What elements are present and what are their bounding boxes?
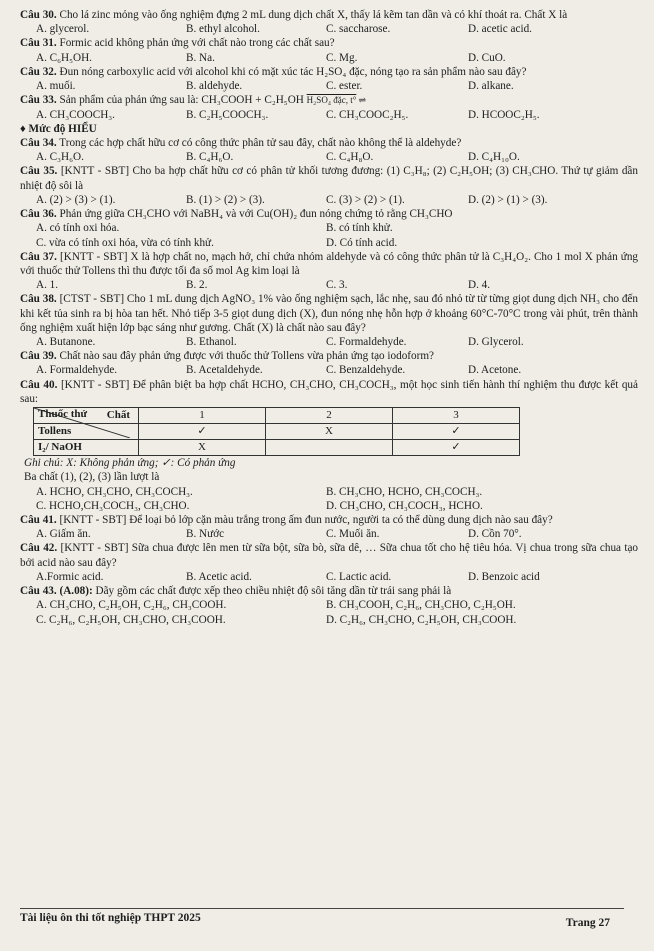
options-31 — [36, 51, 638, 65]
question-text: Sản phẩm của phản ứng sau là: CH₃COOH + C₂H₅OH — [59, 94, 304, 107]
question-number: Câu 40. — [20, 378, 58, 391]
corner-label-bottom: Thuốc thử — [38, 408, 88, 421]
question-36 — [20, 207, 638, 221]
table-cell: ✓ — [393, 440, 520, 456]
table-note: Ghi chú: X: Không phản ứng; ✓: Có phản ứng — [24, 457, 236, 470]
option-d: D. acetic acid. — [468, 23, 532, 36]
question-number: Câu 36. — [20, 208, 57, 221]
option-d: D. alkane. — [468, 80, 514, 93]
table-cell: X — [266, 424, 393, 440]
options-32 — [36, 79, 638, 93]
question-32 — [20, 65, 638, 79]
column-header: 2 — [266, 408, 393, 424]
question-text: [KNTT - SBT] X là hợp chất no, mạch hở, chỉ chứa nhóm aldehyde và có công thức phân tử là C₃H₄O₂. Cho 1 mol X phản ứng với thuốc thử Tollens thì thu được tối đa số mol Ag kim loại là — [20, 250, 639, 277]
option-b: B. CH₃COOH, C₂H₆, CH₃CHO, C₂H₅OH. — [326, 599, 516, 612]
reaction-arrow: H₂SO₄ đặc, t° ⇌ — [306, 95, 367, 106]
question-33 — [20, 93, 638, 107]
option-d: D. HCOOC₂H₅. — [468, 108, 540, 121]
option-c: C. (3) > (2) > (1). — [326, 193, 405, 206]
options-37 — [36, 278, 638, 292]
option-a: A. muối. — [36, 80, 76, 93]
option-a: A. 1. — [36, 279, 59, 292]
option-c: C. 3. — [326, 279, 348, 292]
options-40b — [36, 499, 638, 513]
option-d: D. Glycerol. — [468, 336, 524, 349]
question-number: Câu 42. — [20, 542, 58, 555]
question-41 — [20, 513, 638, 527]
option-b: B. Acetic acid. — [186, 570, 252, 583]
question-text: Dãy gồm các chất được xếp theo chiều nhiệt độ sôi tăng dần từ trái sang phải là — [95, 585, 452, 598]
option-d: D. C₄H₁₀O. — [468, 151, 520, 164]
question-text: Chất nào sau đây phản ứng được với thuốc thử Tollens vừa phản ứng tạo iodoform? — [59, 350, 435, 363]
option-b: B. (1) > (2) > (3). — [186, 193, 265, 206]
option-b: B. Na. — [186, 51, 215, 64]
question-number: Câu 34. — [20, 136, 57, 149]
question-text: Cho lá zinc mỏng vào ống nghiệm đựng 2 mL dung dịch chất X, thấy lá kẽm tan dần và có khí thoát ra. Chất X là — [59, 9, 568, 21]
option-b: B. Nước — [186, 528, 225, 541]
question-text: [CTST - SBT] Cho 1 mL dung dịch AgNO₃ 1% vào ống nghiệm sạch, lắc nhẹ, sau đó nhỏ từ từ từng giọt dung dịch NH₃ cho đến khi kết tủa sinh ra bị hòa tan hết. Nhỏ tiếp 3-5 giọt dung dịch (X), đun nóng nhẹ hỗn hợp ở khoảng 60°C-70°C trong vài phút, trên thành ống nghiệm xuất hiện lớp bạc sáng như gương. Chất (X) là chất nào sau đây? — [20, 293, 638, 334]
options-42 — [36, 570, 638, 584]
table-cell — [266, 440, 393, 456]
option-b: B. có tính khử. — [326, 222, 393, 235]
option-c: C. Benzaldehyde. — [326, 364, 406, 377]
options-43b — [36, 613, 638, 627]
question-text: [KNTT - SBT] Để loại bỏ lớp cặn màu trắng trong ấm đun nước, người ta có thể dùng dung dịch nào sau đây? — [59, 514, 553, 526]
results-table — [33, 407, 520, 456]
options-40a — [36, 485, 638, 499]
question-number: Câu 32. — [20, 65, 57, 78]
option-c: C. CH₃COOC₂H₅. — [326, 108, 409, 121]
option-b: B. aldehyde. — [186, 80, 243, 93]
option-a: A. có tính oxi hóa. — [36, 222, 120, 235]
table-cell: X — [139, 440, 266, 456]
options-43a — [36, 598, 638, 612]
row-label: Tollens — [34, 424, 139, 440]
options-36a — [36, 221, 638, 235]
option-c: C. Lactic acid. — [326, 570, 392, 583]
option-c: C. C₂H₆, C₂H₅OH, CH₃CHO, CH₃COOH. — [36, 613, 226, 626]
option-a: A. C₃H₆O. — [36, 151, 84, 164]
option-a: A.Formic acid. — [36, 570, 104, 583]
question-number: Câu 41. — [20, 514, 57, 526]
question-38 — [20, 292, 638, 335]
question-43 — [20, 584, 638, 598]
option-a: A. (2) > (3) > (1). — [36, 193, 116, 206]
option-b: B. CH₃CHO, HCHO, CH₃COCH₃. — [326, 485, 483, 498]
page-footer — [20, 908, 624, 929]
option-d: D. Có tính acid. — [326, 236, 398, 249]
options-36b — [36, 236, 638, 250]
option-d: D. CuO. — [468, 51, 506, 64]
column-header: 1 — [139, 408, 266, 424]
options-35 — [36, 193, 638, 207]
row-label: I₂/ NaOH — [34, 440, 139, 456]
option-a: A. CH₃COOCH₃. — [36, 108, 115, 121]
table-cell: ✓ — [139, 424, 266, 440]
reaction-condition: H₂SO₄ đặc, t° — [306, 95, 357, 106]
option-a: A. HCHO, CH₃CHO, CH₃COCH₃. — [36, 485, 193, 498]
option-b: B. Acetaldehyde. — [186, 364, 263, 377]
question-number: Câu 39. — [20, 350, 57, 363]
table-row — [34, 440, 520, 456]
corner-label-top: Chất — [106, 409, 130, 422]
question-text: [KNTT - SBT] Để phân biệt ba hợp chất HCHO, CH₃CHO, CH₃COCH₃, một học sinh tiến hành thí nghiệm thu được kết quả sau: — [20, 378, 638, 405]
question-number: Câu 31. — [20, 37, 57, 50]
options-30 — [36, 22, 638, 36]
option-c: C. ester. — [326, 80, 363, 93]
question-text: Formic acid không phản ứng với chất nào trong các chất sau? — [59, 37, 335, 50]
question-text: Phản ứng giữa CH₃CHO với NaBH₄ và với Cu(OH)₂ đun nóng chứng tỏ rằng CH₃CHO — [59, 208, 453, 221]
option-a: A. CH₃CHO, C₂H₅OH, C₂H₆, CH₃COOH. — [36, 599, 227, 612]
table-header-row — [34, 408, 520, 424]
table-corner-cell — [34, 408, 139, 424]
question-37 — [20, 250, 638, 278]
level-heading: ♦ Mức độ HIỂU — [20, 122, 97, 135]
option-c: C. HCHO,CH₃COCH₃, CH₃CHO. — [36, 499, 190, 512]
question-34 — [20, 136, 638, 150]
question-number: Câu 37. — [20, 250, 57, 263]
question-31 — [20, 36, 638, 50]
question-42 — [20, 541, 638, 569]
option-d: D. 4. — [468, 279, 491, 292]
question-number: Câu 33. — [20, 94, 57, 107]
option-b: B. C₄H₆O. — [186, 151, 234, 164]
option-b: B. ethyl alcohol. — [186, 23, 260, 36]
option-c: C. vừa có tính oxi hóa, vừa có tính khử. — [36, 236, 214, 249]
option-a: A. Butanone. — [36, 336, 96, 349]
question-text: [KNTT - SBT] Sữa chua được lên men từ sữa bột, sữa bò, sữa dê, … Sữa chua tốt cho hệ tiêu hóa. Vị chua trong sữa chua tạo bởi acid nào sau đây? — [20, 542, 638, 569]
option-a: A. Formaldehyde. — [36, 364, 118, 377]
option-b: B. C₂H₅COOCH₃. — [186, 108, 269, 121]
option-c: C. Formaldehyde. — [326, 336, 407, 349]
question-30 — [20, 8, 638, 22]
footer-title: Tài liệu ôn thi tốt nghiệp THPT 2025 — [20, 912, 201, 924]
question-text: Đun nóng carboxylic acid với alcohol khi có mặt xúc tác H₂SO₄ đặc, nóng tạo ra sản phẩm nào sau đây? — [59, 65, 527, 78]
option-d: D. C₂H₆, CH₃CHO, C₂H₅OH, CH₃COOH. — [326, 613, 517, 626]
footer-rule — [20, 908, 624, 909]
option-b: B. 2. — [186, 279, 208, 292]
option-a: A. C₆H₅OH. — [36, 51, 92, 64]
question-number: Câu 35. — [20, 165, 58, 178]
question-text: Trong các hợp chất hữu cơ có công thức phân tử sau đây, chất nào không thể là aldehyde? — [59, 136, 462, 149]
option-a: A. glycerol. — [36, 23, 90, 36]
question-number: Câu 38. — [20, 293, 57, 306]
options-41 — [36, 527, 638, 541]
option-d: D. Cồn 70°. — [468, 528, 522, 541]
column-header: 3 — [393, 408, 520, 424]
options-34 — [36, 150, 638, 164]
option-a: A. Giấm ăn. — [36, 528, 91, 541]
question-number: Câu 43. (A.08): — [20, 585, 93, 598]
option-d: D. Benzoic acid — [468, 570, 540, 583]
table-cell: ✓ — [393, 424, 520, 440]
question-text: [KNTT - SBT] Cho ba hợp chất hữu cơ có phân tử khối tương đương: (1) C₃H₈; (2) C₂H₅OH; (3) CH₃CHO. Thứ tự giảm dần nhiệt độ sôi là — [20, 165, 638, 192]
option-b: B. Ethanol. — [186, 336, 237, 349]
options-39 — [36, 363, 638, 377]
option-d: D. Acetone. — [468, 364, 522, 377]
question-35 — [20, 164, 638, 192]
option-c: C. saccharose. — [326, 23, 391, 36]
option-d: D. (2) > (1) > (3). — [468, 193, 548, 206]
question-number: Câu 30. — [20, 9, 57, 21]
question-40 — [20, 378, 638, 406]
option-c: C. C₄H₈O. — [326, 151, 374, 164]
option-c: C. Muối ăn. — [326, 528, 380, 541]
question-stem: Ba chất (1), (2), (3) lần lượt là — [24, 471, 160, 484]
option-c: C. Mg. — [326, 51, 358, 64]
question-39 — [20, 349, 638, 363]
options-38 — [36, 335, 638, 349]
page-number: Trang 27 — [565, 917, 610, 929]
options-33 — [36, 108, 638, 122]
option-d: D. CH₃CHO, CH₃COCH₃, HCHO. — [326, 499, 483, 512]
